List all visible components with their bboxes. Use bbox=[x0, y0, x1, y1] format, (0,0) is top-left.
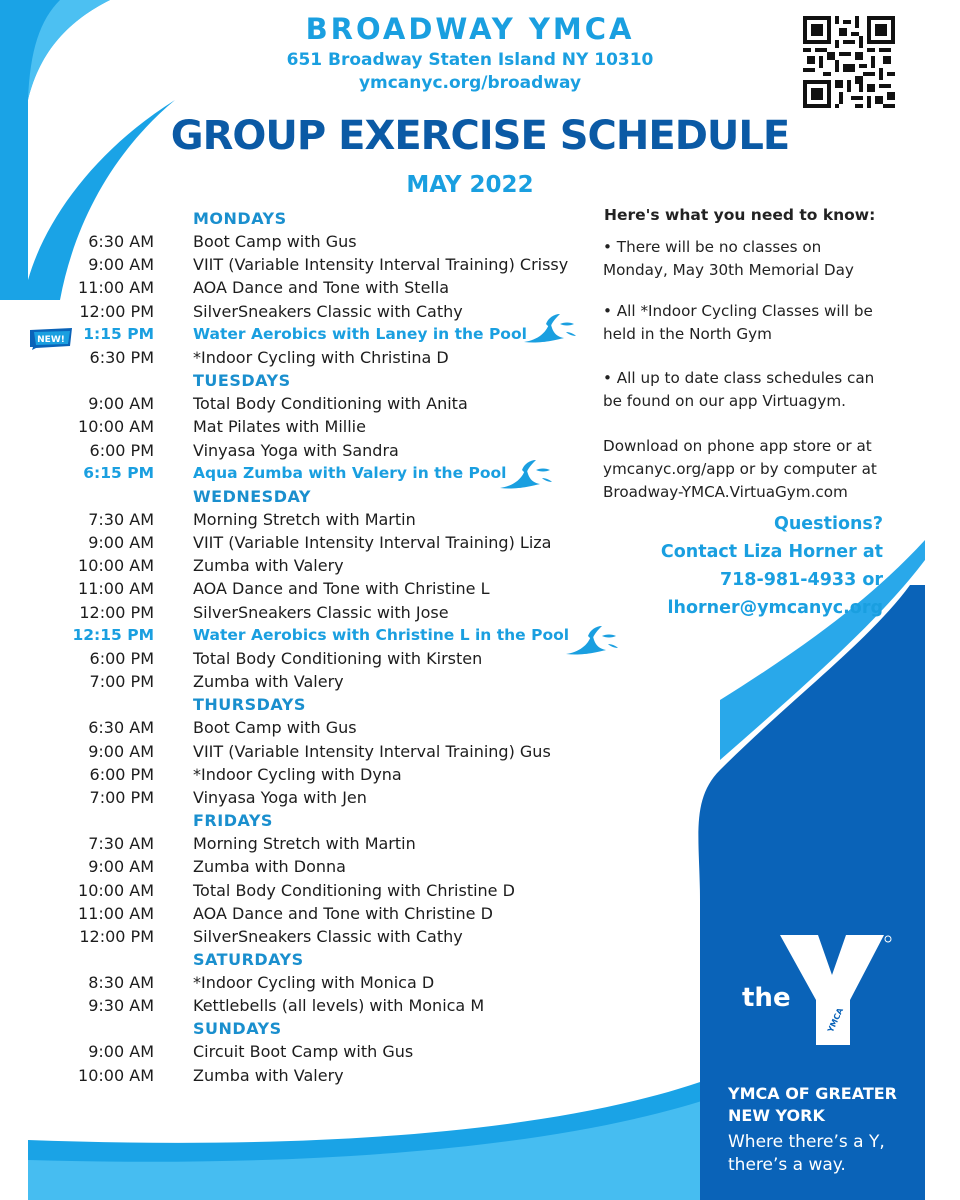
class-name: Total Body Conditioning with Kirsten bbox=[193, 649, 483, 668]
schedule-month: MAY 2022 bbox=[406, 172, 534, 198]
class-name: Vinyasa Yoga with Sandra bbox=[193, 440, 399, 460]
new-badge-label: NEW! bbox=[37, 335, 65, 345]
schedule-row bbox=[0, 392, 600, 415]
branch-url[interactable]: ymcanyc.org/broadway bbox=[358, 73, 582, 93]
class-time: 1:15 PM bbox=[83, 324, 154, 343]
info-note-app: • All up to date class schedules can be found on our app Virtuagym. bbox=[603, 369, 875, 410]
class-time: 6:30 AM bbox=[88, 718, 154, 738]
class-time: 9:00 AM bbox=[88, 741, 154, 761]
schedule-row bbox=[0, 740, 600, 763]
class-name: *Indoor Cycling with Monica D bbox=[193, 973, 435, 993]
class-name: Boot Camp with Gus bbox=[193, 718, 357, 738]
class-time: 6:00 PM bbox=[89, 764, 154, 784]
schedule-row bbox=[0, 670, 600, 693]
class-time: 9:00 AM bbox=[88, 394, 154, 414]
class-name: Circuit Boot Camp with Gus bbox=[193, 1042, 414, 1062]
class-time: 6:30 PM bbox=[89, 347, 154, 367]
info-note-download: Download on phone app store or at ymcanyc.org/app or by computer at Broadway-YMCA.VirtuaGym.com bbox=[603, 437, 877, 501]
class-name: SilverSneakers Classic with Cathy bbox=[193, 926, 463, 946]
logo-the: the bbox=[742, 983, 791, 1013]
class-time: 6:00 PM bbox=[89, 649, 154, 668]
class-time: 8:30 AM bbox=[88, 973, 154, 993]
class-name: Morning Stretch with Martin bbox=[193, 834, 416, 854]
class-time: 7:30 AM bbox=[88, 509, 154, 529]
class-time: 9:00 AM bbox=[88, 533, 154, 553]
schedule-row bbox=[0, 1040, 600, 1063]
schedule-row bbox=[0, 994, 600, 1017]
class-name: Zumba with Valery bbox=[193, 556, 344, 576]
class-name: SilverSneakers Classic with Cathy bbox=[193, 301, 463, 321]
class-name: Zumba with Donna bbox=[193, 857, 346, 877]
schedule-row-pool bbox=[0, 624, 600, 647]
contact-name: Contact Liza Horner at bbox=[660, 542, 883, 562]
class-name: Boot Camp with Gus bbox=[193, 232, 357, 251]
schedule-row bbox=[0, 971, 600, 994]
page-title: GROUP EXERCISE SCHEDULE bbox=[170, 113, 790, 159]
info-heading: Here's what you need to know: bbox=[604, 206, 876, 224]
schedule-row bbox=[0, 902, 600, 925]
class-name: VIIT (Variable Intensity Interval Training) Gus bbox=[193, 741, 551, 761]
schedule-row bbox=[0, 1064, 600, 1087]
schedule-row bbox=[0, 786, 600, 809]
class-name: SilverSneakers Classic with Jose bbox=[193, 602, 449, 622]
water-splash-icon bbox=[496, 458, 556, 494]
class-time: 6:30 AM bbox=[88, 232, 154, 251]
schedule-row bbox=[0, 577, 600, 600]
branch-address: 651 Broadway Staten Island NY 10310 bbox=[286, 50, 654, 70]
class-name: Total Body Conditioning with Christine D bbox=[193, 880, 515, 900]
schedule-row bbox=[0, 554, 600, 577]
class-time: 9:00 AM bbox=[88, 255, 154, 275]
class-time: 9:00 AM bbox=[88, 857, 154, 877]
class-time: 10:00 AM bbox=[78, 880, 154, 900]
class-name: AOA Dance and Tone with Christine L bbox=[193, 579, 490, 599]
class-time: 12:00 PM bbox=[79, 602, 154, 622]
contact-email[interactable]: lhorner@ymcanyc.org bbox=[667, 598, 883, 618]
org-tagline: Where there’s a Y, there’s a way. bbox=[728, 1132, 885, 1175]
schedule-row bbox=[0, 300, 600, 323]
schedule-row bbox=[0, 276, 600, 299]
schedule-row bbox=[0, 763, 600, 786]
class-time: 11:00 AM bbox=[78, 579, 154, 599]
info-note-closure: • There will be no classes on Monday, May 30th Memorial Day bbox=[603, 238, 854, 279]
class-time: 7:00 PM bbox=[89, 672, 154, 692]
schedule-row bbox=[0, 855, 600, 878]
day-heading-mondays: MONDAYS bbox=[193, 209, 287, 228]
class-name: *Indoor Cycling with Dyna bbox=[193, 764, 402, 784]
schedule-row-pool bbox=[0, 323, 600, 346]
day-heading-thursdays: THURSDAYS bbox=[193, 695, 306, 715]
day-heading-tuesdays: TUESDAYS bbox=[193, 371, 291, 391]
class-time: 12:00 PM bbox=[79, 926, 154, 946]
schedule-row bbox=[0, 253, 600, 276]
class-name: VIIT (Variable Intensity Interval Training) Liza bbox=[193, 533, 552, 553]
schedule-row bbox=[0, 415, 600, 438]
class-time: 9:30 AM bbox=[88, 996, 154, 1016]
class-name: Vinyasa Yoga with Jen bbox=[193, 787, 367, 807]
water-splash-icon bbox=[520, 312, 580, 348]
day-heading-wednesday: WEDNESDAY bbox=[193, 486, 311, 506]
day-heading-saturdays: SATURDAYS bbox=[193, 950, 304, 970]
class-time: 6:15 PM bbox=[83, 463, 154, 482]
info-note-cycling: • All *Indoor Cycling Classes will be held in the North Gym bbox=[603, 302, 873, 343]
class-name: *Indoor Cycling with Christina D bbox=[193, 347, 449, 367]
class-time: 12:00 PM bbox=[79, 301, 154, 321]
class-name: Zumba with Valery bbox=[193, 672, 344, 692]
class-time: 9:00 AM bbox=[88, 1042, 154, 1062]
class-name: Total Body Conditioning with Anita bbox=[193, 394, 468, 414]
class-time: 10:00 AM bbox=[78, 1065, 154, 1085]
class-name: AOA Dance and Tone with Stella bbox=[193, 278, 450, 298]
class-name: Aqua Zumba with Valery in the Pool bbox=[193, 463, 507, 482]
day-heading-fridays: FRIDAYS bbox=[193, 811, 273, 831]
day-heading-sundays: SUNDAYS bbox=[193, 1019, 282, 1039]
ymca-branch-title: BROADWAY YMCA bbox=[305, 12, 635, 46]
water-splash-icon bbox=[562, 624, 622, 660]
class-name: Zumba with Valery bbox=[193, 1065, 344, 1085]
qr-code-icon bbox=[803, 16, 895, 108]
class-name: Water Aerobics with Christine L in the Pool bbox=[193, 625, 570, 644]
contact-phone[interactable]: 718-981-4933 or bbox=[719, 570, 883, 590]
class-name: Water Aerobics with Laney in the Pool bbox=[193, 324, 527, 343]
org-name: YMCA OF GREATER NEW YORK bbox=[728, 1084, 897, 1125]
class-name: AOA Dance and Tone with Christine D bbox=[193, 903, 493, 923]
class-time: 6:00 PM bbox=[89, 440, 154, 460]
class-time: 11:00 AM bbox=[78, 903, 154, 923]
class-time: 11:00 AM bbox=[78, 278, 154, 298]
schedule-row bbox=[0, 716, 600, 739]
schedule-row bbox=[0, 925, 600, 948]
class-name: VIIT (Variable Intensity Interval Training) Crissy bbox=[193, 255, 569, 275]
class-name: Morning Stretch with Martin bbox=[193, 509, 416, 529]
schedule-row bbox=[0, 601, 600, 624]
class-time: 7:30 AM bbox=[88, 834, 154, 854]
schedule-row bbox=[0, 230, 600, 253]
class-time: 7:00 PM bbox=[89, 787, 154, 807]
contact-questions: Questions? bbox=[773, 514, 883, 534]
class-name: Kettlebells (all levels) with Monica M bbox=[193, 996, 485, 1016]
schedule-row bbox=[0, 508, 600, 531]
class-time: 10:00 AM bbox=[78, 556, 154, 576]
class-name: Mat Pilates with Millie bbox=[193, 417, 366, 437]
contact-block bbox=[600, 510, 883, 622]
schedule-row bbox=[0, 832, 600, 855]
schedule-row bbox=[0, 879, 600, 902]
logo-ymca-small: YMCA bbox=[826, 1006, 846, 1034]
schedule-row bbox=[0, 647, 600, 670]
schedule-row bbox=[0, 346, 600, 369]
class-time: 12:15 PM bbox=[72, 625, 154, 644]
schedule-row bbox=[0, 531, 600, 554]
class-time: 10:00 AM bbox=[78, 417, 154, 437]
schedule-list bbox=[0, 207, 600, 1087]
